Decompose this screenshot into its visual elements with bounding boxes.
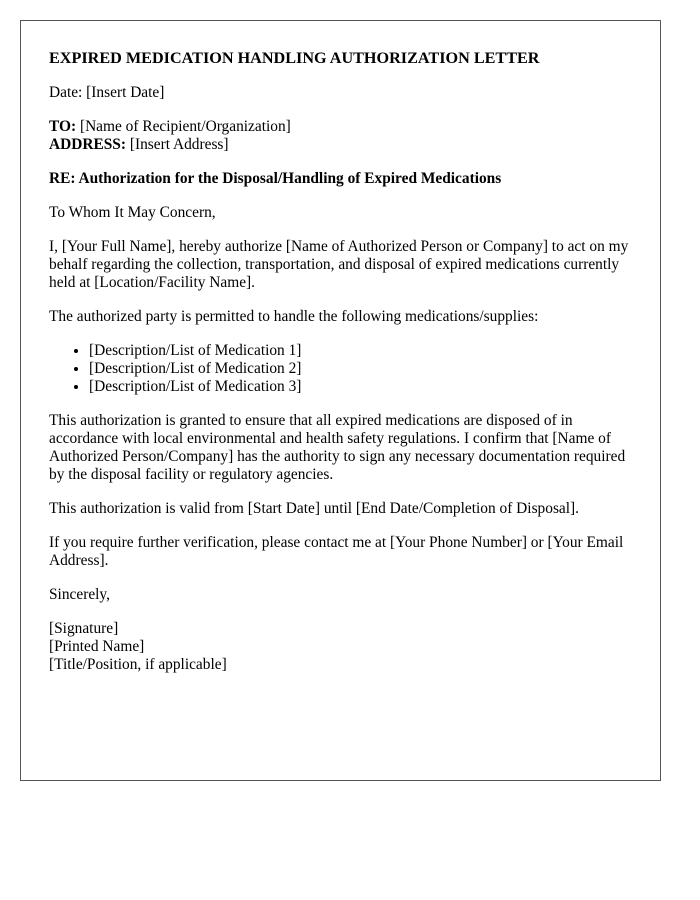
salutation: To Whom It May Concern, [49,204,216,221]
paragraph-permitted: The authorized party is permitted to handle the following medications/supplies: [49,308,539,325]
medication-item: • [Description/List of Medication 3] [89,378,632,396]
date-line: Date: [Insert Date] [49,84,165,101]
recipient-block [49,118,632,154]
signature: [Signature] [49,620,119,637]
medication-list [49,342,632,396]
paragraph-authorization: I, [Your Full Name], hereby authorize [Name of Authorized Person or Company] to act on my behalf regarding the collection, transportation, and disposal of expired medications currently held at [Location/Facility Name]. [49,238,629,291]
paragraph-validity: This authorization is valid from [Start Date] until [End Date/Completion of Disposal]. [49,500,580,517]
address-label: ADDRESS: [49,136,126,153]
letter-page [20,20,661,781]
medication-item: • [Description/List of Medication 2] [89,360,632,378]
signature-block [49,620,632,674]
letter-title: EXPIRED MEDICATION HANDLING AUTHORIZATION LETTER [49,49,540,67]
paragraph-compliance: This authorization is granted to ensure that all expired medications are disposed of in accordance with local environmental and health safety regulations. I confirm that [Name of Authorized Person/Company] has the authority to sign any necessary documentation required by the disposal facility or regulatory agencies. [49,412,626,483]
re-line: RE: Authorization for the Disposal/Handling of Expired Medications [49,170,502,187]
to-label: TO: [49,118,77,135]
to-line [49,118,632,136]
medication-item: • [Description/List of Medication 1] [89,342,632,360]
address-value: [Insert Address] [125,136,229,153]
title-position: [Title/Position, if applicable] [49,656,227,673]
closing: Sincerely, [49,586,110,603]
printed-name: [Printed Name] [49,638,145,655]
to-value: [Name of Recipient/Organization] [76,118,291,135]
address-line [49,136,632,154]
paragraph-contact: If you require further verification, please contact me at [Your Phone Number] or [Your Email Address]. [49,534,624,569]
